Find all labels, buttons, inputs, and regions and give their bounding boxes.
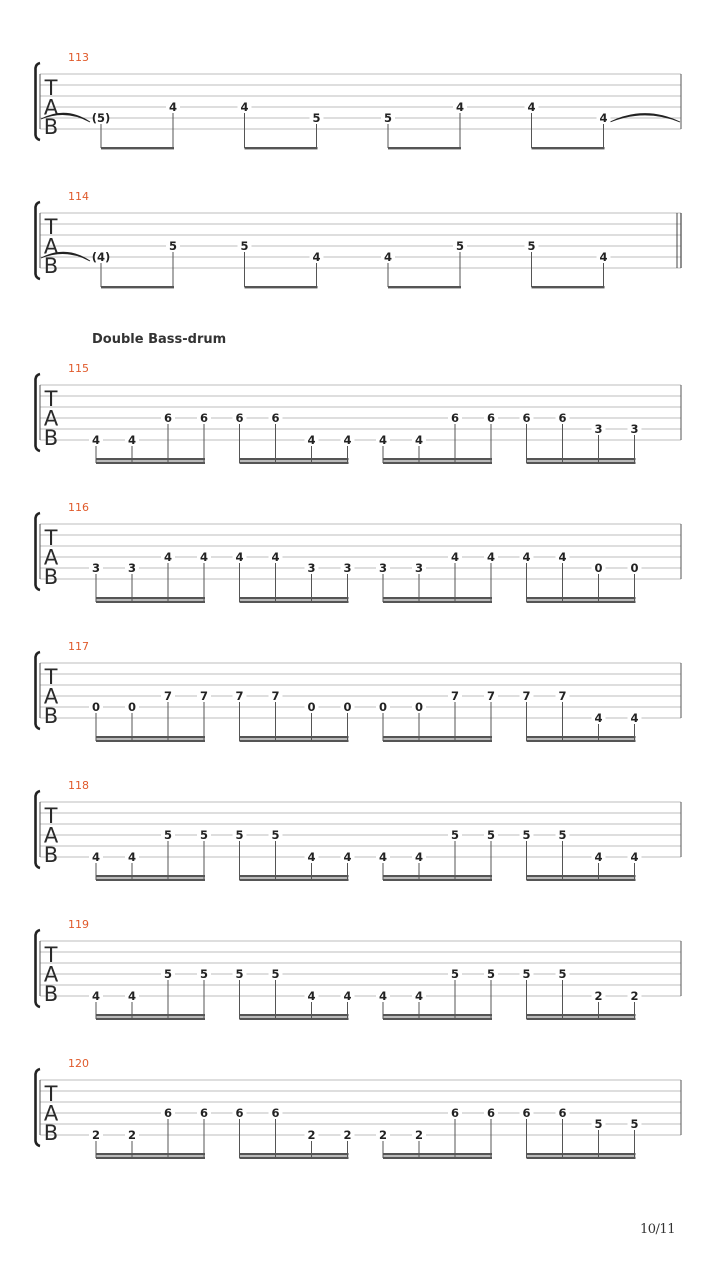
beam-secondary <box>383 1018 492 1020</box>
fret-number: 4 <box>414 433 424 447</box>
beam-secondary <box>383 462 492 464</box>
tab-clef-letter: A <box>43 684 59 709</box>
beam <box>383 597 492 599</box>
beam-secondary <box>383 1157 492 1159</box>
fret-number: 4 <box>383 250 393 264</box>
beam-secondary <box>527 740 636 742</box>
beam-secondary <box>527 462 636 464</box>
beam <box>527 1014 636 1016</box>
tab-clef-letter: A <box>43 95 59 120</box>
fret-number: 6 <box>522 1106 531 1120</box>
fret-number: 4 <box>378 989 388 1003</box>
beam-secondary <box>383 740 492 742</box>
fret-number: 2 <box>91 1128 101 1142</box>
fret-number: (5) <box>91 111 111 125</box>
fret-number: 4 <box>163 550 173 564</box>
beam <box>96 1153 205 1155</box>
fret-number: 4 <box>455 100 465 114</box>
beam <box>532 286 605 288</box>
tab-clef-letter: A <box>43 234 59 259</box>
fret-number: 7 <box>450 689 460 703</box>
fret-number: 5 <box>450 967 460 981</box>
beam <box>388 147 461 149</box>
fret-number: 3 <box>127 561 137 575</box>
fret-number: 6 <box>486 1106 496 1120</box>
tab-clef-letter: B <box>43 565 59 589</box>
fret-number: 2 <box>414 1128 424 1142</box>
fret-number: 7 <box>199 689 209 703</box>
beam-secondary <box>96 462 205 464</box>
fret-number: 4 <box>168 100 178 114</box>
fret-number: 5 <box>199 967 209 981</box>
tab-clef-letter: B <box>43 843 59 867</box>
measure-number: 120 <box>68 1057 89 1070</box>
fret-number: 0 <box>594 561 603 575</box>
measure-number: 114 <box>68 190 89 203</box>
beam <box>383 1014 492 1016</box>
fret-number: 7 <box>163 689 173 703</box>
beam <box>240 1014 349 1016</box>
fret-number: 4 <box>199 550 209 564</box>
fret-number: 7 <box>486 689 496 703</box>
page-number: 10/11 <box>640 1222 675 1237</box>
fret-number: 5 <box>240 239 249 253</box>
fret-number: 3 <box>414 561 424 575</box>
fret-number: 7 <box>522 689 531 703</box>
fret-number: 5 <box>199 828 209 842</box>
fret-number: 4 <box>378 850 388 864</box>
fret-number: 0 <box>378 700 388 714</box>
beam-secondary <box>383 879 492 881</box>
fret-number: 0 <box>127 700 137 714</box>
beam <box>240 597 349 599</box>
fret-number: 4 <box>414 850 424 864</box>
fret-number: 6 <box>522 411 531 425</box>
beam-secondary <box>240 740 349 742</box>
section-label: Double Bass-drum <box>92 332 227 347</box>
fret-number: 5 <box>312 111 321 125</box>
tab-clef-letter: B <box>43 1121 59 1145</box>
fret-number: 4 <box>599 250 608 264</box>
beam <box>527 736 636 738</box>
beam-secondary <box>527 879 636 881</box>
fret-number: 3 <box>630 422 639 436</box>
beam <box>527 1153 636 1155</box>
fret-number: 4 <box>594 711 603 725</box>
fret-number: 5 <box>271 967 280 981</box>
fret-number: 6 <box>199 411 209 425</box>
fret-number: 6 <box>271 411 280 425</box>
fret-number: 4 <box>594 850 603 864</box>
fret-number: 2 <box>343 1128 352 1142</box>
fret-number: 5 <box>486 828 496 842</box>
fret-number: 5 <box>163 967 173 981</box>
fret-number: 3 <box>91 561 101 575</box>
fret-number: 6 <box>450 411 460 425</box>
fret-number: 5 <box>383 111 393 125</box>
beam-secondary <box>96 740 205 742</box>
beam <box>383 1153 492 1155</box>
beam <box>96 875 205 877</box>
fret-number: 4 <box>527 100 536 114</box>
beam <box>527 458 636 460</box>
tab-clef-letter: B <box>43 982 59 1006</box>
beam <box>388 286 461 288</box>
system-bracket <box>36 652 41 729</box>
fret-number: 7 <box>558 689 567 703</box>
fret-number: 0 <box>307 700 316 714</box>
tab-clef-letter: B <box>43 426 59 450</box>
fret-number: 4 <box>630 850 639 864</box>
tab-clef-letter: B <box>43 704 59 728</box>
fret-number: 4 <box>630 711 639 725</box>
fret-number: 6 <box>235 1106 244 1120</box>
fret-number: 0 <box>91 700 101 714</box>
tab-clef-letter: A <box>43 962 59 987</box>
beam <box>383 736 492 738</box>
fret-number: 4 <box>486 550 496 564</box>
tab-clef-letter: T <box>44 943 58 967</box>
tab-clef-letter: T <box>44 1082 58 1106</box>
fret-number: 4 <box>307 989 316 1003</box>
beam <box>245 147 318 149</box>
tab-clef-letter: T <box>44 215 58 239</box>
tab-clef-letter: T <box>44 665 58 689</box>
fret-number: 5 <box>450 828 460 842</box>
beam-secondary <box>240 1157 349 1159</box>
system-bracket <box>36 63 41 140</box>
system-bracket <box>36 202 41 279</box>
system-bracket <box>36 374 41 451</box>
beam-secondary <box>527 601 636 603</box>
fret-number: 4 <box>127 850 137 864</box>
beam <box>383 875 492 877</box>
fret-number: 4 <box>307 850 316 864</box>
fret-number: 4 <box>91 989 101 1003</box>
measure-number: 119 <box>68 918 89 931</box>
fret-number: 4 <box>414 989 424 1003</box>
fret-number: 4 <box>240 100 249 114</box>
beam <box>240 1153 349 1155</box>
tab-clef-letter: B <box>43 254 59 278</box>
fret-number: (4) <box>91 250 111 264</box>
fret-number: 7 <box>235 689 244 703</box>
beam-secondary <box>527 1018 636 1020</box>
tab-clef-letter: A <box>43 1101 59 1126</box>
beam-secondary <box>96 879 205 881</box>
fret-number: 6 <box>271 1106 280 1120</box>
fret-number: 4 <box>127 989 137 1003</box>
beam <box>245 286 318 288</box>
system-bracket <box>36 930 41 1007</box>
fret-number: 2 <box>594 989 603 1003</box>
measure-number: 118 <box>68 779 89 792</box>
tab-clef-letter: A <box>43 823 59 848</box>
fret-number: 3 <box>307 561 316 575</box>
beam-secondary <box>96 1157 205 1159</box>
fret-number: 4 <box>312 250 321 264</box>
tab-clef-letter: T <box>44 387 58 411</box>
system-bracket <box>36 791 41 868</box>
fret-number: 5 <box>235 967 244 981</box>
fret-number: 5 <box>486 967 496 981</box>
fret-number: 2 <box>630 989 639 1003</box>
beam-secondary <box>240 879 349 881</box>
fret-number: 6 <box>558 411 567 425</box>
fret-number: 6 <box>235 411 244 425</box>
fret-number: 5 <box>558 828 567 842</box>
beam <box>532 147 605 149</box>
beam-secondary <box>240 462 349 464</box>
beam-secondary <box>240 601 349 603</box>
beam <box>383 458 492 460</box>
beam-secondary <box>383 601 492 603</box>
fret-number: 4 <box>271 550 280 564</box>
fret-number: 2 <box>378 1128 388 1142</box>
fret-number: 4 <box>343 433 352 447</box>
beam <box>96 597 205 599</box>
beam <box>96 736 205 738</box>
tab-clef-letter: T <box>44 804 58 828</box>
beam <box>101 147 174 149</box>
beam-secondary <box>96 1018 205 1020</box>
beam <box>527 597 636 599</box>
fret-number: 5 <box>163 828 173 842</box>
fret-number: 4 <box>307 433 316 447</box>
beam <box>96 1014 205 1016</box>
fret-number: 7 <box>271 689 280 703</box>
beam-secondary <box>240 1018 349 1020</box>
fret-number: 4 <box>127 433 137 447</box>
fret-number: 0 <box>414 700 424 714</box>
beam <box>240 458 349 460</box>
tab-clef-letter: T <box>44 76 58 100</box>
fret-number: 5 <box>455 239 465 253</box>
fret-number: 5 <box>235 828 244 842</box>
tab-clef-letter: T <box>44 526 58 550</box>
fret-number: 6 <box>163 411 173 425</box>
fret-number: 6 <box>163 1106 173 1120</box>
fret-number: 2 <box>127 1128 137 1142</box>
beam <box>96 458 205 460</box>
fret-number: 2 <box>307 1128 316 1142</box>
fret-number: 4 <box>522 550 531 564</box>
fret-number: 5 <box>168 239 178 253</box>
measure-number: 113 <box>68 51 89 64</box>
fret-number: 4 <box>450 550 460 564</box>
fret-number: 5 <box>522 828 531 842</box>
measure-number: 117 <box>68 640 89 653</box>
fret-number: 5 <box>271 828 280 842</box>
fret-number: 5 <box>558 967 567 981</box>
fret-number: 0 <box>630 561 639 575</box>
fret-number: 5 <box>630 1117 639 1131</box>
fret-number: 4 <box>558 550 567 564</box>
measure-number: 115 <box>68 362 89 375</box>
fret-number: 4 <box>599 111 608 125</box>
beam <box>527 875 636 877</box>
fret-number: 5 <box>594 1117 603 1131</box>
beam-secondary <box>96 601 205 603</box>
system-bracket <box>36 513 41 590</box>
beam-secondary <box>527 1157 636 1159</box>
fret-number: 3 <box>343 561 352 575</box>
system-bracket <box>36 1069 41 1146</box>
beam <box>101 286 174 288</box>
fret-number: 5 <box>527 239 536 253</box>
fret-number: 4 <box>91 433 101 447</box>
tab-clef-letter: B <box>43 115 59 139</box>
fret-number: 6 <box>450 1106 460 1120</box>
fret-number: 4 <box>235 550 244 564</box>
beam <box>240 736 349 738</box>
fret-number: 6 <box>558 1106 567 1120</box>
fret-number: 4 <box>343 989 352 1003</box>
beam <box>240 875 349 877</box>
fret-number: 3 <box>378 561 388 575</box>
fret-number: 6 <box>486 411 496 425</box>
tab-clef-letter: A <box>43 406 59 431</box>
fret-number: 4 <box>343 850 352 864</box>
measure-number: 116 <box>68 501 89 514</box>
tab-clef-letter: A <box>43 545 59 570</box>
fret-number: 3 <box>594 422 603 436</box>
fret-number: 5 <box>522 967 531 981</box>
fret-number: 4 <box>378 433 388 447</box>
fret-number: 4 <box>91 850 101 864</box>
fret-number: 6 <box>199 1106 209 1120</box>
fret-number: 0 <box>343 700 352 714</box>
